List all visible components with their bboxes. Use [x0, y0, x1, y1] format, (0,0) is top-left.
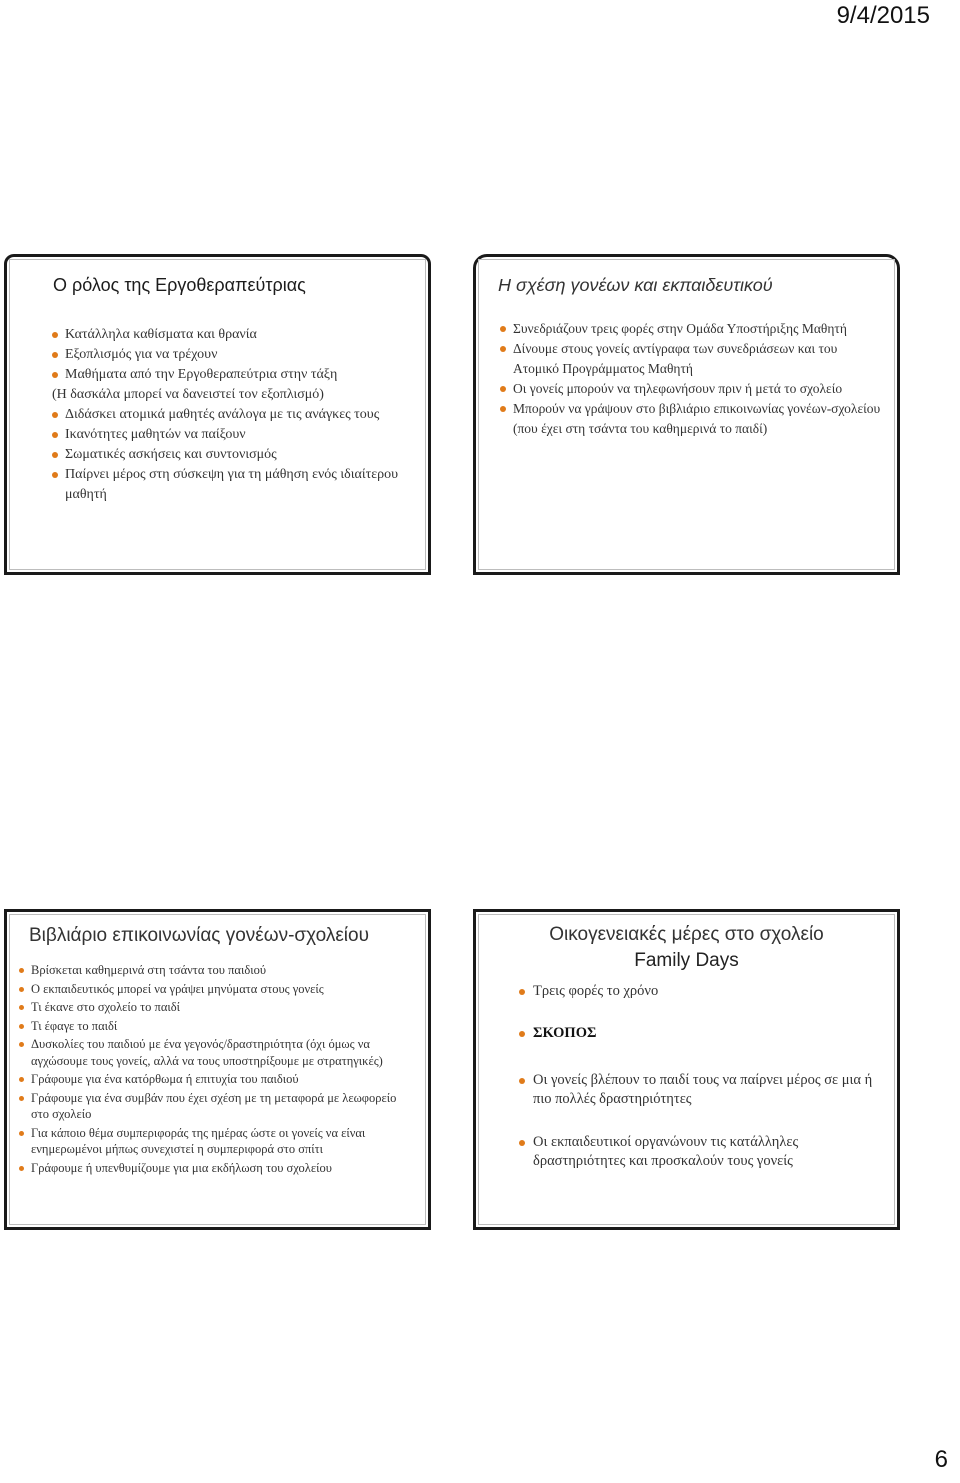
list-item: Οι γονείς βλέπουν το παιδί τους να παίρνει μέρος σε μια ή πιο πολλές δραστηριότητες — [533, 1072, 873, 1107]
slide-subtitle: Family Days — [634, 950, 739, 971]
list-item: Κατάλληλα καθίσματα και θρανία — [65, 325, 410, 345]
list-item: Διδάσκει ατομικά μαθητές ανάλογα με τις ανάγκες τους — [65, 405, 410, 425]
list-item: Οι εκπαιδευτικοί οργανώνουν τις κατάλληλες δραστηριότητες και προσκαλούν τους γονείς — [533, 1133, 873, 1171]
list-item: Τι έκανε στο σχολείο το παιδί — [31, 999, 416, 1016]
bullet-list — [52, 325, 410, 505]
list-item: Για κάποιο θέμα συμπεριφοράς της ημέρας ώστε οι γονείς να είναι ενημερωμένοι μήπως συνεχιστεί η συμπεριφορά στο σπίτι — [31, 1125, 416, 1158]
list-item: Οι γονείς μπορούν να τηλεφωνήσουν πριν ή μετά το σχολείο — [513, 379, 883, 399]
slide-title: Ο ρόλος της Εργοθεραπεύτριας — [53, 275, 306, 295]
list-item: Δυσκολίες του παιδιού με ένα γεγονός/δραστηριότητα (όχι όμως να αγχώσουμε τους γονείς, αλλά να τους υποστηρίξουμε με στρατηγικές) — [31, 1036, 416, 1069]
list-item: Παίρνει μέρος στη σύσκεψη για τη μάθηση ενός ιδιαίτερου μαθητή — [65, 465, 410, 505]
slide-title: Οικογενειακές μέρες στο σχολείο — [549, 924, 824, 945]
slide-title: Η σχέση γονέων και εκπαιδευτικού — [498, 275, 773, 295]
list-item: Μαθήματα από την Εργοθεραπεύτρια στην τάξη — [65, 365, 410, 385]
list-item: Ο εκπαιδευτικός μπορεί να γράψει μηνύματα στους γονείς — [31, 981, 416, 998]
list-item: Δίνουμε στους γονείς αντίγραφα των συνεδριάσεων και του Ατομικό Προγράμματος Μαθητή — [513, 339, 883, 379]
list-item: Γράφουμε για ένα κατόρθωμα ή επιτυχία του παιδιού — [31, 1071, 416, 1088]
slide-communication-booklet — [4, 909, 431, 1230]
list-item: Συνεδριάζουν τρεις φορές στην Ομάδα Υποστήριξης Μαθητή — [513, 319, 883, 339]
page-date: 9/4/2015 — [836, 2, 930, 29]
list-item: Σωματικές ασκήσεις και συντονισμός — [65, 445, 410, 465]
slide-title: Βιβλιάριο επικοινωνίας γονέων-σχολείου — [29, 925, 369, 946]
page-number: 6 — [934, 1446, 948, 1473]
slide-family-days — [473, 909, 900, 1230]
list-item: Βρίσκεται καθημερινά στη τσάντα του παιδιού — [31, 962, 416, 979]
bullet-list — [513, 319, 883, 439]
list-item: Τρεις φορές το χρόνο — [533, 982, 873, 1001]
bullet-list — [533, 982, 873, 1171]
list-item: Τι έφαγε το παιδί — [31, 1018, 416, 1035]
list-item: Γράφουμε ή υπενθυμίζουμε για μια εκδήλωση του σχολείου — [31, 1160, 416, 1177]
list-item: Ικανότητες μαθητών να παίξουν — [65, 425, 410, 445]
slide-parent-teacher-relation — [473, 254, 900, 575]
list-item: Εξοπλισμός για να τρέχουν — [65, 345, 410, 365]
slide-ergotherapist-role — [4, 254, 431, 575]
bullet-list — [31, 962, 416, 1178]
list-item: (Η δασκάλα μπορεί να δανειστεί τον εξοπλισμό) — [52, 387, 324, 402]
list-item: ΣΚΟΠΟΣ — [533, 1024, 873, 1043]
list-item: Μπορούν να γράψουν στο βιβλιάριο επικοινωνίας γονέων-σχολείου (που έχει στη τσάντα του καθημερινά το παιδί) — [513, 399, 883, 439]
list-item: Γράφουμε για ένα συμβάν που έχει σχέση με τη μεταφορά με λεωφορείο στο σχολείο — [31, 1090, 416, 1123]
